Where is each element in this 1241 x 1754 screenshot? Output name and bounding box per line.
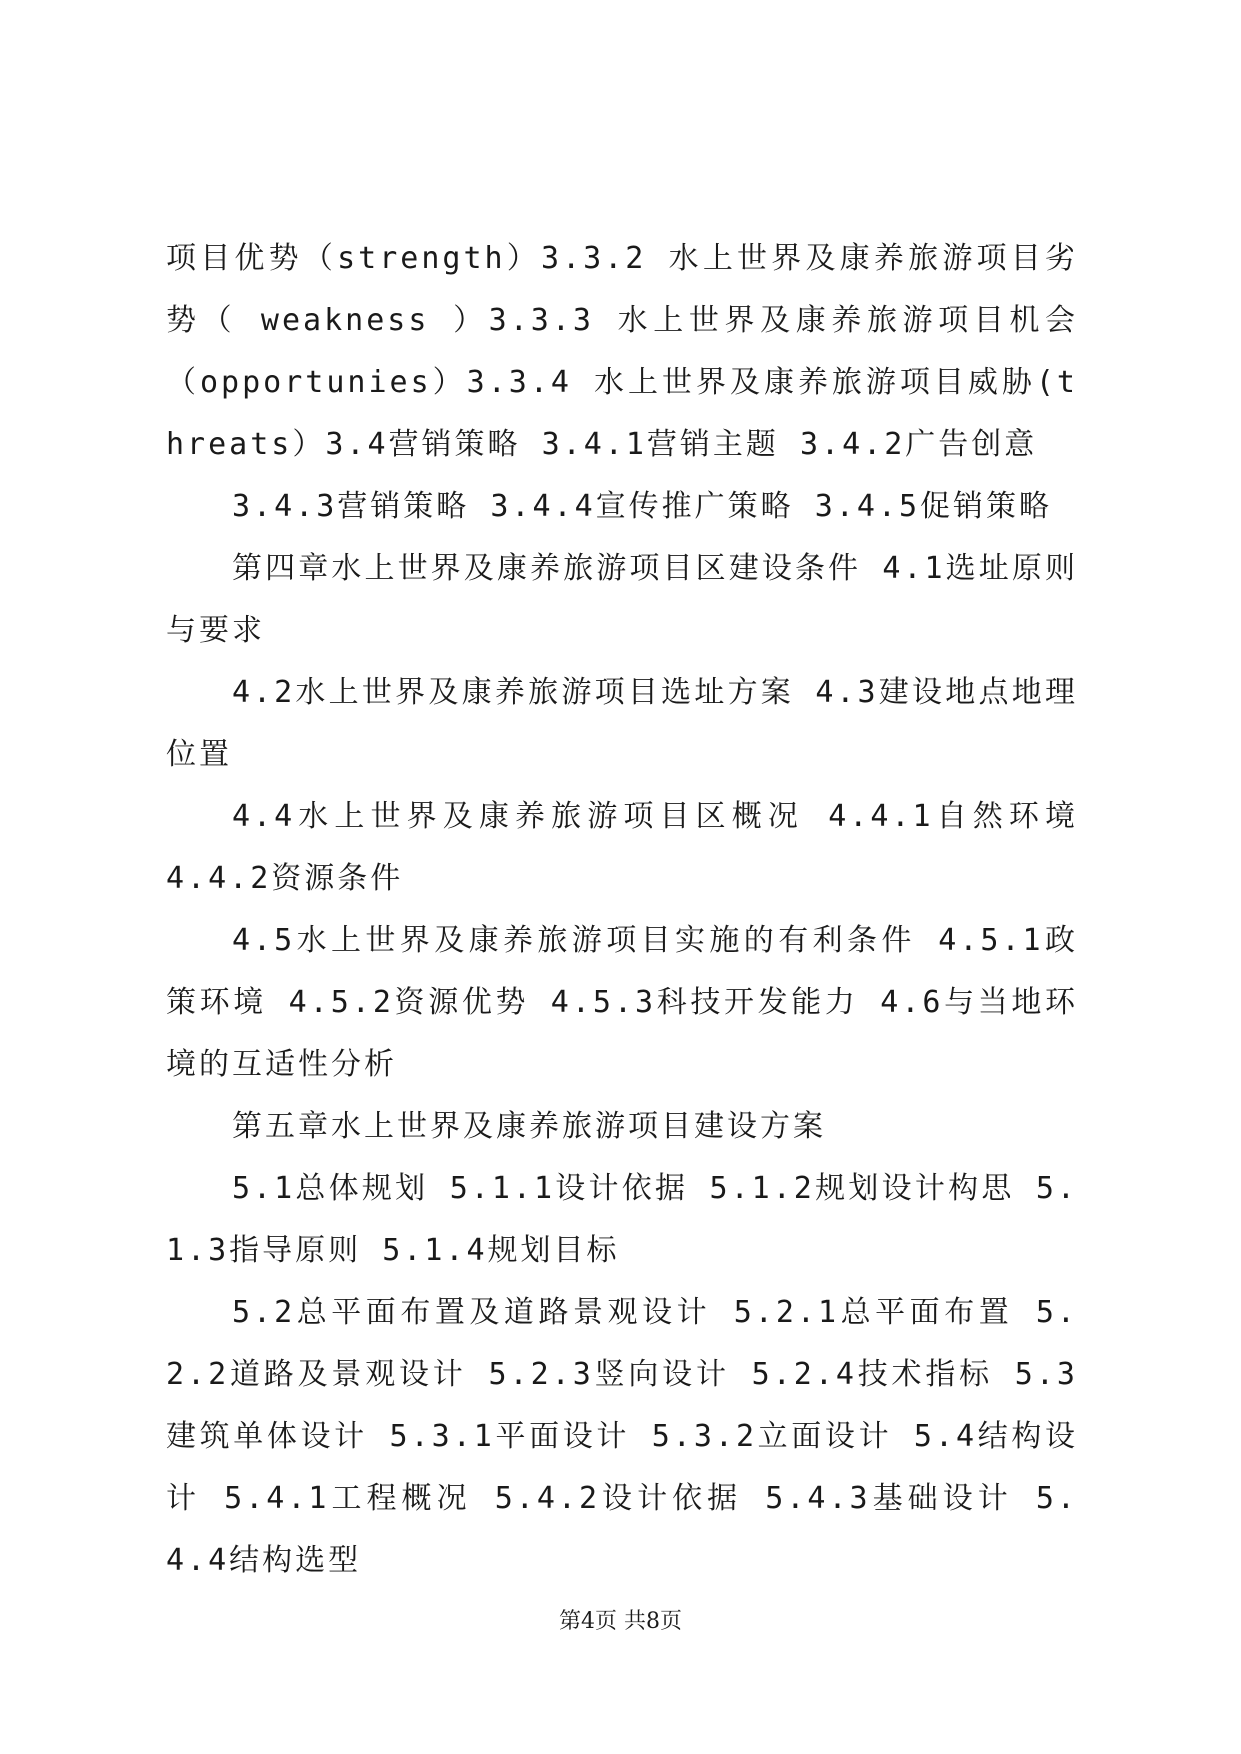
paragraph-chapter-five: 第五章水上世界及康养旅游项目建设方案 bbox=[232, 1109, 826, 1144]
paragraph-favorable-conditions: 4.5水上世界及康养旅游项目实施的有利条件 4.5.1政策环境 4.5.2资源优势 4.5.3科技开发能力 4.6与当地环境的互适性分析 bbox=[166, 923, 1078, 1082]
paragraph-site-selection: 4.2水上世界及康养旅游项目选址方案 4.3建设地点地理位置 bbox=[166, 675, 1078, 772]
page-footer bbox=[0, 1608, 1241, 1636]
paragraph-project-overview: 4.4水上世界及康养旅游项目区概况 4.4.1自然环境 4.4.2资源条件 bbox=[166, 799, 1078, 896]
paragraph-swot-marketing: 项目优势（strength）3.3.2 水上世界及康养旅游项目劣势（ weakness ）3.3.3 水上世界及康养旅游项目机会（opportunies）3.3.4 水上世界及康养旅游项目威胁(threats）3.4营销策略 3.4.1营销主题 3.4.2广告创意 bbox=[166, 241, 1078, 462]
document-body bbox=[166, 228, 1078, 1592]
paragraph-overall-planning: 5.1总体规划 5.1.1设计依据 5.1.2规划设计构思 5.1.3指导原则 5.1.4规划目标 bbox=[166, 1171, 1078, 1268]
page-number: 第4页 共8页 bbox=[559, 1609, 682, 1634]
paragraph-layout-design: 5.2总平面布置及道路景观设计 5.2.1总平面布置 5.2.2道路及景观设计 5.2.3竖向设计 5.2.4技术指标 5.3建筑单体设计 5.3.1平面设计 5.3.2立面设计 5.4结构设计 5.4.1工程概况 5.4.2设计依据 5.4.3基础设计 5.4.4结构选型 bbox=[166, 1295, 1078, 1578]
paragraph-chapter-four: 第四章水上世界及康养旅游项目区建设条件 4.1选址原则与要求 bbox=[166, 551, 1078, 648]
paragraph-marketing-strategies: 3.4.3营销策略 3.4.4宣传推广策略 3.4.5促销策略 bbox=[232, 489, 1053, 524]
